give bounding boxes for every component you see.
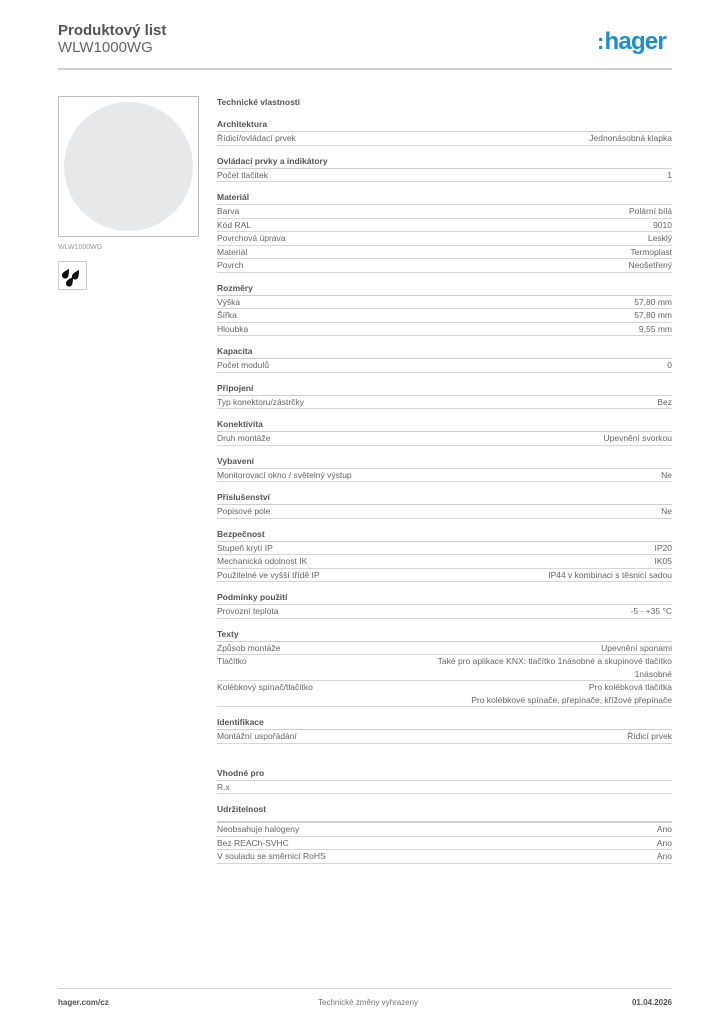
spec-row <box>217 505 672 519</box>
spec-value <box>589 132 672 145</box>
spec-value-line: Ne <box>661 469 672 480</box>
spec-row <box>217 296 672 310</box>
spec-group <box>217 156 672 183</box>
spec-group-title: Bezpečnost <box>217 529 672 542</box>
spec-value-line: 57,80 mm <box>634 296 672 307</box>
product-image-caption: WLW1000WG <box>58 244 103 251</box>
spec-group <box>217 768 672 795</box>
spec-group <box>217 492 672 519</box>
spec-label: Šířka <box>217 310 237 320</box>
spec-label: Kód RAL <box>217 219 252 230</box>
spec-value-line: -5 - +35 °C <box>630 606 672 616</box>
spec-group <box>217 419 672 446</box>
spec-row <box>217 605 672 619</box>
spec-row <box>217 323 672 337</box>
spec-value <box>634 309 672 322</box>
spec-group-title: Identifikace <box>217 717 672 730</box>
spec-row <box>217 469 672 483</box>
spec-row <box>217 132 672 146</box>
spec-value <box>601 642 672 655</box>
spec-value-line: Řídicí prvek <box>627 731 672 741</box>
spec-value <box>657 850 672 863</box>
spec-row <box>217 246 672 260</box>
spec-value-line: IP20 <box>654 542 672 553</box>
spec-row <box>217 655 672 681</box>
spec-label: Hloubka <box>217 323 249 334</box>
footer-divider <box>58 988 672 989</box>
spec-label: Použitelné ve vyšší třídě IP <box>217 569 320 580</box>
spec-row <box>217 309 672 323</box>
spec-row <box>217 569 672 583</box>
spec-value-line: Jednonásobná klapka <box>589 133 672 143</box>
spec-label: V souladu se směrnicí RoHS <box>217 851 326 861</box>
document-title: Produktový list <box>58 22 167 39</box>
spec-row <box>217 837 672 851</box>
spec-label: Výška <box>217 296 241 307</box>
spec-row <box>217 781 672 795</box>
spec-label: Montážní uspořádání <box>217 731 297 741</box>
spec-group-title: Kapacita <box>217 346 672 359</box>
spec-label: Povrch <box>217 260 244 270</box>
spec-label: Popisové pole <box>217 506 271 516</box>
spec-value <box>471 681 672 706</box>
spec-group <box>217 717 672 744</box>
header-divider <box>58 68 672 70</box>
spec-value-line: 1násobné <box>634 668 672 679</box>
spec-value <box>657 823 672 836</box>
spec-group <box>217 383 672 410</box>
spec-value <box>639 323 672 336</box>
spec-label: Počet tlačítek <box>217 169 269 180</box>
spec-label: Barva <box>217 206 240 216</box>
spec-value-line: Také pro aplikace KNX: tlačítko 1násobné a skupinové tlačítko <box>437 656 672 666</box>
spec-row <box>217 359 672 373</box>
water-drops-icon <box>58 261 87 290</box>
product-image <box>58 96 199 237</box>
spec-group-title: Rozměry <box>217 283 672 296</box>
spec-group-title: Texty <box>217 629 672 642</box>
spec-value-line: Polární bílá <box>629 206 672 216</box>
footer-website-link[interactable]: hager.com/cz <box>58 998 109 1007</box>
spec-group <box>217 119 672 146</box>
spec-label: Povrchová úprava <box>217 233 286 243</box>
spec-value <box>667 169 672 182</box>
spec-label: Kolébkový spínač/tlačítko <box>217 682 313 692</box>
spec-row <box>217 642 672 656</box>
spec-group <box>217 346 672 373</box>
spec-row <box>217 555 672 569</box>
spec-row <box>217 542 672 556</box>
spec-row <box>217 850 672 864</box>
spec-value <box>548 569 672 582</box>
spec-label: Mechanická odolnost IK <box>217 556 308 566</box>
product-cover-disc <box>64 102 193 231</box>
spec-value <box>661 469 672 482</box>
spec-value <box>657 837 672 850</box>
spec-value-line: Lesklý <box>647 233 672 243</box>
spec-value <box>634 296 672 309</box>
spec-label: Druh montáže <box>217 433 271 443</box>
spec-value <box>629 205 672 218</box>
spec-row <box>217 232 672 246</box>
spec-label: Řídicí/ovládací prvek <box>217 133 296 143</box>
spec-group <box>217 456 672 483</box>
spec-value <box>648 232 672 245</box>
hager-logo <box>597 28 666 56</box>
spec-value <box>661 505 672 518</box>
product-code: WLW1000WG <box>58 39 153 56</box>
spec-row <box>217 730 672 744</box>
spec-value-line: Ano <box>656 851 672 861</box>
footer-date: 01.04.2026 <box>631 998 672 1007</box>
spec-value <box>653 219 672 232</box>
spec-value-line: Bez <box>657 396 672 407</box>
logo-text: hager <box>604 28 666 55</box>
spec-row <box>217 432 672 446</box>
spec-row <box>217 169 672 183</box>
spec-group-title: Materiál <box>217 192 672 205</box>
spec-value-line: Pro kolébková tlačítka <box>588 682 672 692</box>
spec-group <box>217 529 672 583</box>
spec-group-title: Připojení <box>217 383 672 396</box>
spec-label: Materiál <box>217 246 248 257</box>
spec-value-line: Upevnění sponami <box>601 642 672 653</box>
spec-value-line: Termoplast <box>630 246 672 257</box>
spec-group-title: Příslušenství <box>217 492 672 505</box>
spec-label: Monitorovací okno / světelný výstup <box>217 469 352 480</box>
spec-value <box>655 542 673 555</box>
spec-value <box>603 432 672 445</box>
spec-value <box>630 246 672 259</box>
spec-row <box>217 205 672 219</box>
spec-group-title: Vybavení <box>217 456 672 469</box>
logo-colon-icon: : <box>597 29 604 54</box>
spec-label: Způsob montáže <box>217 642 281 653</box>
spec-value-line: 9,55 mm <box>638 323 672 334</box>
spec-group-title: Podmínky použití <box>217 592 672 605</box>
spec-label: Bez REACh-SVHC <box>217 837 289 848</box>
spec-value-line: 0 <box>667 360 672 370</box>
spec-group <box>217 192 672 273</box>
spec-group <box>217 629 672 708</box>
spec-label: Neobsahuje halogeny <box>217 824 300 834</box>
spec-value-line: Neošetřený <box>628 260 672 270</box>
spec-value-line: IK05 <box>654 556 672 566</box>
spec-row <box>217 681 672 707</box>
spec-value <box>438 655 672 680</box>
spec-group <box>217 804 672 864</box>
spec-label: Tlačítko <box>217 656 247 666</box>
spec-value-line: Ano <box>656 837 672 848</box>
spec-row <box>217 259 672 273</box>
spec-value-line: 9010 <box>653 219 672 230</box>
spec-row <box>217 396 672 410</box>
spec-value-line: 1 <box>667 169 672 180</box>
spec-label: Počet modulů <box>217 360 269 370</box>
spec-row <box>217 823 672 837</box>
spec-value <box>631 605 672 618</box>
spec-value-line: Upevnění svorkou <box>603 433 672 443</box>
spec-group-title: Ovládací prvky a indikátory <box>217 156 672 169</box>
spec-value <box>655 555 673 568</box>
spec-group-title: Architektura <box>217 119 672 132</box>
specs-title: Technické vlastnosti <box>217 97 300 107</box>
spec-value <box>667 359 672 372</box>
spec-value <box>627 730 672 743</box>
spec-value <box>657 396 672 409</box>
spec-value <box>629 259 672 272</box>
footer-notice: Technické změny vyhrazeny <box>318 998 419 1007</box>
spec-group <box>217 283 672 337</box>
spec-group-title: Vhodné pro <box>217 768 672 781</box>
spec-label: Stupeň krytí IP <box>217 542 273 553</box>
spec-value-line: Ne <box>661 506 672 516</box>
spec-group <box>217 592 672 619</box>
spec-group-title: Konektivita <box>217 419 672 432</box>
spec-row <box>217 219 672 233</box>
technical-specifications <box>217 97 672 874</box>
spec-value-line: 57,80 mm <box>634 310 672 320</box>
spec-group-title: Udržitelnost <box>217 804 672 823</box>
spec-value-line: Pro kolébkové spínače, přepínače, křížové přepínače <box>471 694 672 705</box>
spec-label: R.x <box>217 781 230 792</box>
spec-label: Provozní teplota <box>217 606 279 616</box>
spec-label: Typ konektoru/zástrčky <box>217 396 304 407</box>
spec-value-line: Ano <box>656 824 672 834</box>
spec-value-line: IP44 v kombinaci s těsnicí sadou <box>548 569 672 580</box>
